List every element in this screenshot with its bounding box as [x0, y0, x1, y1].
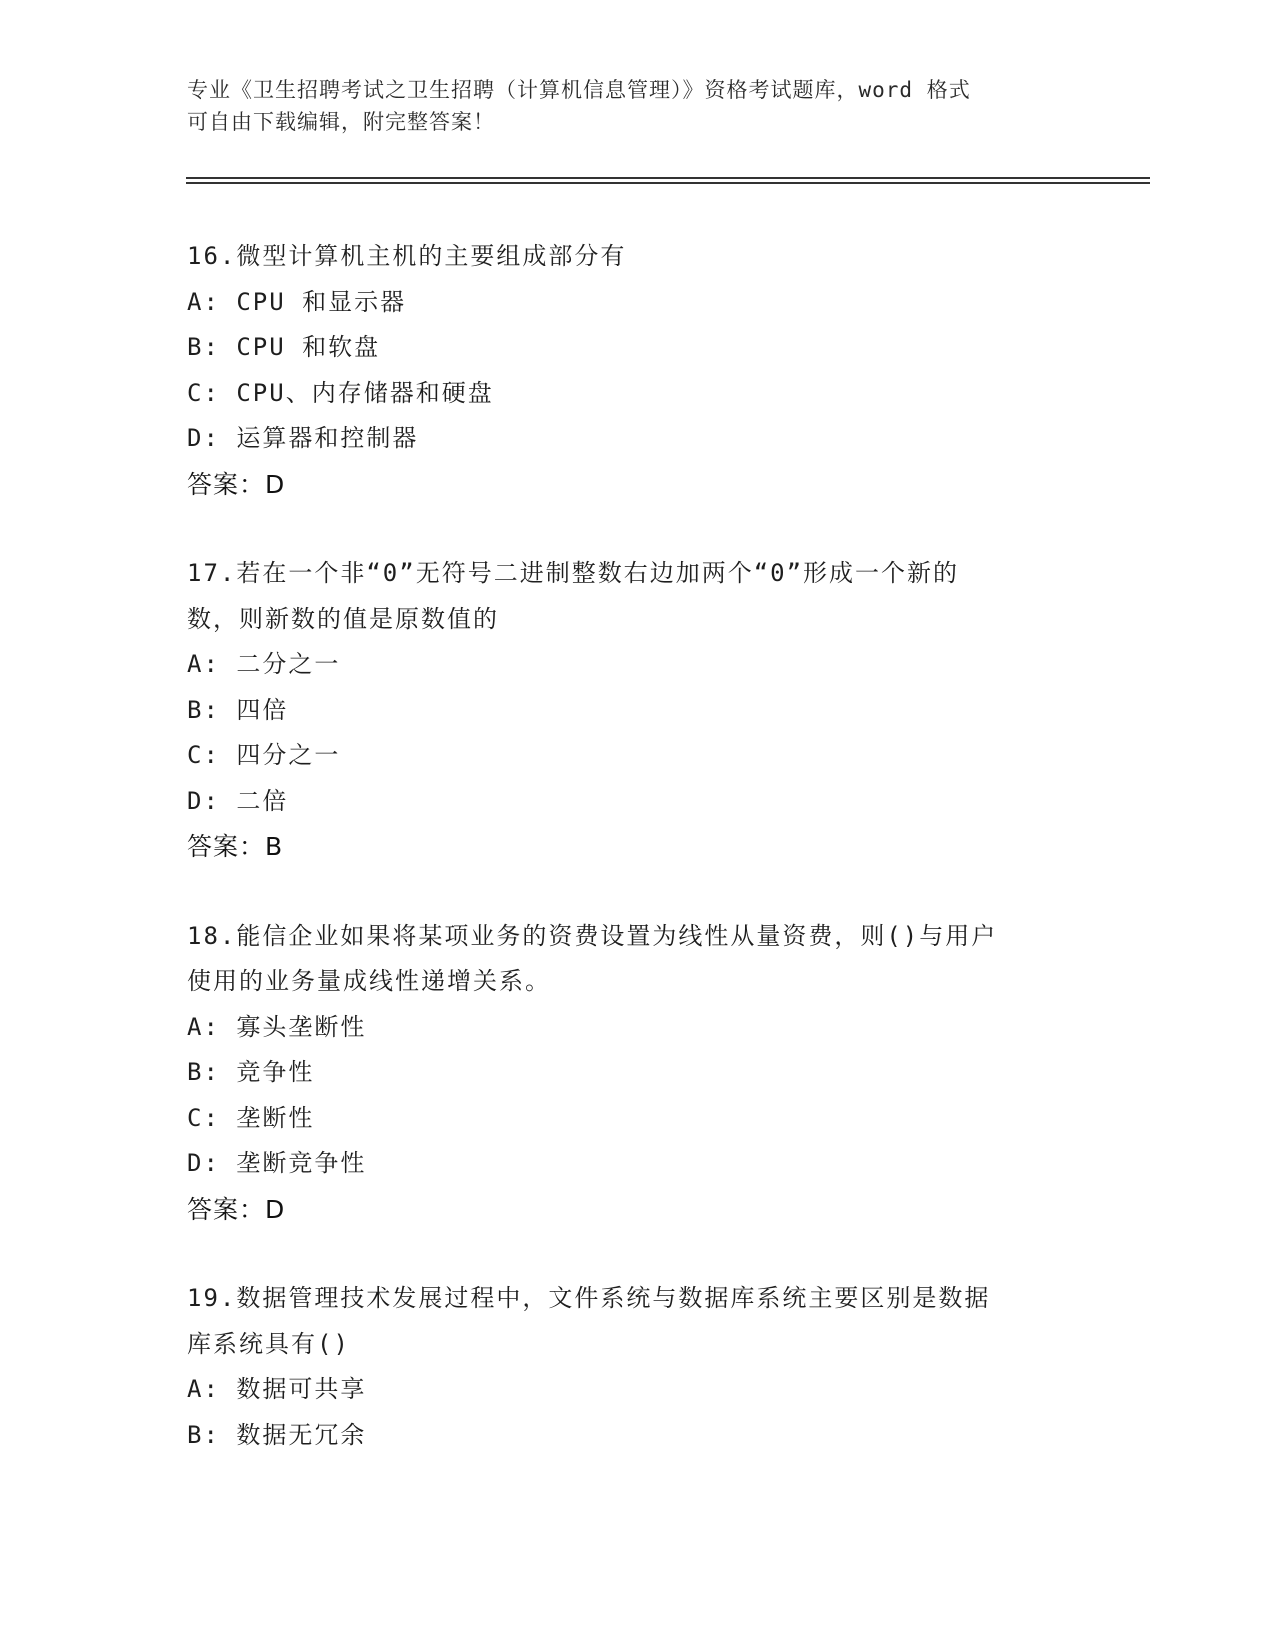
question-stem-line: 数，则新数的值是原数值的	[187, 604, 499, 633]
question-stem-line: 使用的业务量成线性递增关系。	[187, 967, 551, 995]
option-d: D: 垄断竞争性	[187, 1149, 367, 1177]
option-d: D: 二倍	[187, 786, 289, 815]
question-18	[187, 914, 1087, 1233]
option-c: C: CPU、内存储器和硬盘	[187, 378, 494, 407]
option-a: A: 寡头垄断性	[187, 1012, 367, 1041]
question-16	[187, 234, 1087, 507]
question-stem-line: 18.能信企业如果将某项业务的资费设置为线性从量资费，则()与用户	[187, 921, 998, 950]
question-17	[187, 551, 1087, 870]
option-d: D: 运算器和控制器	[187, 424, 419, 452]
header-divider-bottom	[186, 182, 1150, 184]
option-c: C: 四分之一	[187, 741, 341, 769]
question-19	[187, 1276, 1087, 1458]
answer-label: 答案：D	[187, 1194, 286, 1224]
question-stem-line: 19.数据管理技术发展过程中，文件系统与数据库系统主要区别是数据	[187, 1284, 991, 1312]
document-header	[187, 74, 1087, 138]
question-stem-line: 17.若在一个非“0”无符号二进制整数右边加两个“0”形成一个新的	[187, 559, 960, 587]
option-b: B: 竞争性	[187, 1058, 315, 1086]
question-stem-line: 16.微型计算机主机的主要组成部分有	[187, 242, 627, 270]
option-a: A: CPU 和显示器	[187, 287, 407, 316]
question-stem	[187, 914, 1087, 1005]
answer-label: 答案：D	[187, 469, 286, 499]
question-stem-line: 库系统具有()	[187, 1329, 350, 1358]
option-b: B: 四倍	[187, 695, 289, 724]
header-line-2: 可自由下载编辑，附完整答案！	[187, 110, 495, 134]
header-line-1: 专业《卫生招聘考试之卫生招聘（计算机信息管理）》资格考试题库，word 格式	[187, 78, 971, 102]
question-list	[187, 234, 1087, 1502]
option-b: B: CPU 和软盘	[187, 333, 381, 361]
option-b: B: 数据无冗余	[187, 1420, 367, 1449]
question-stem	[187, 1276, 1087, 1367]
question-stem	[187, 551, 1087, 642]
option-c: C: 垄断性	[187, 1103, 315, 1132]
option-a: A: 二分之一	[187, 650, 341, 678]
header-divider-top	[186, 177, 1150, 179]
option-a: A: 数据可共享	[187, 1375, 367, 1403]
question-stem	[187, 234, 1087, 280]
answer-label: 答案：B	[187, 832, 284, 861]
